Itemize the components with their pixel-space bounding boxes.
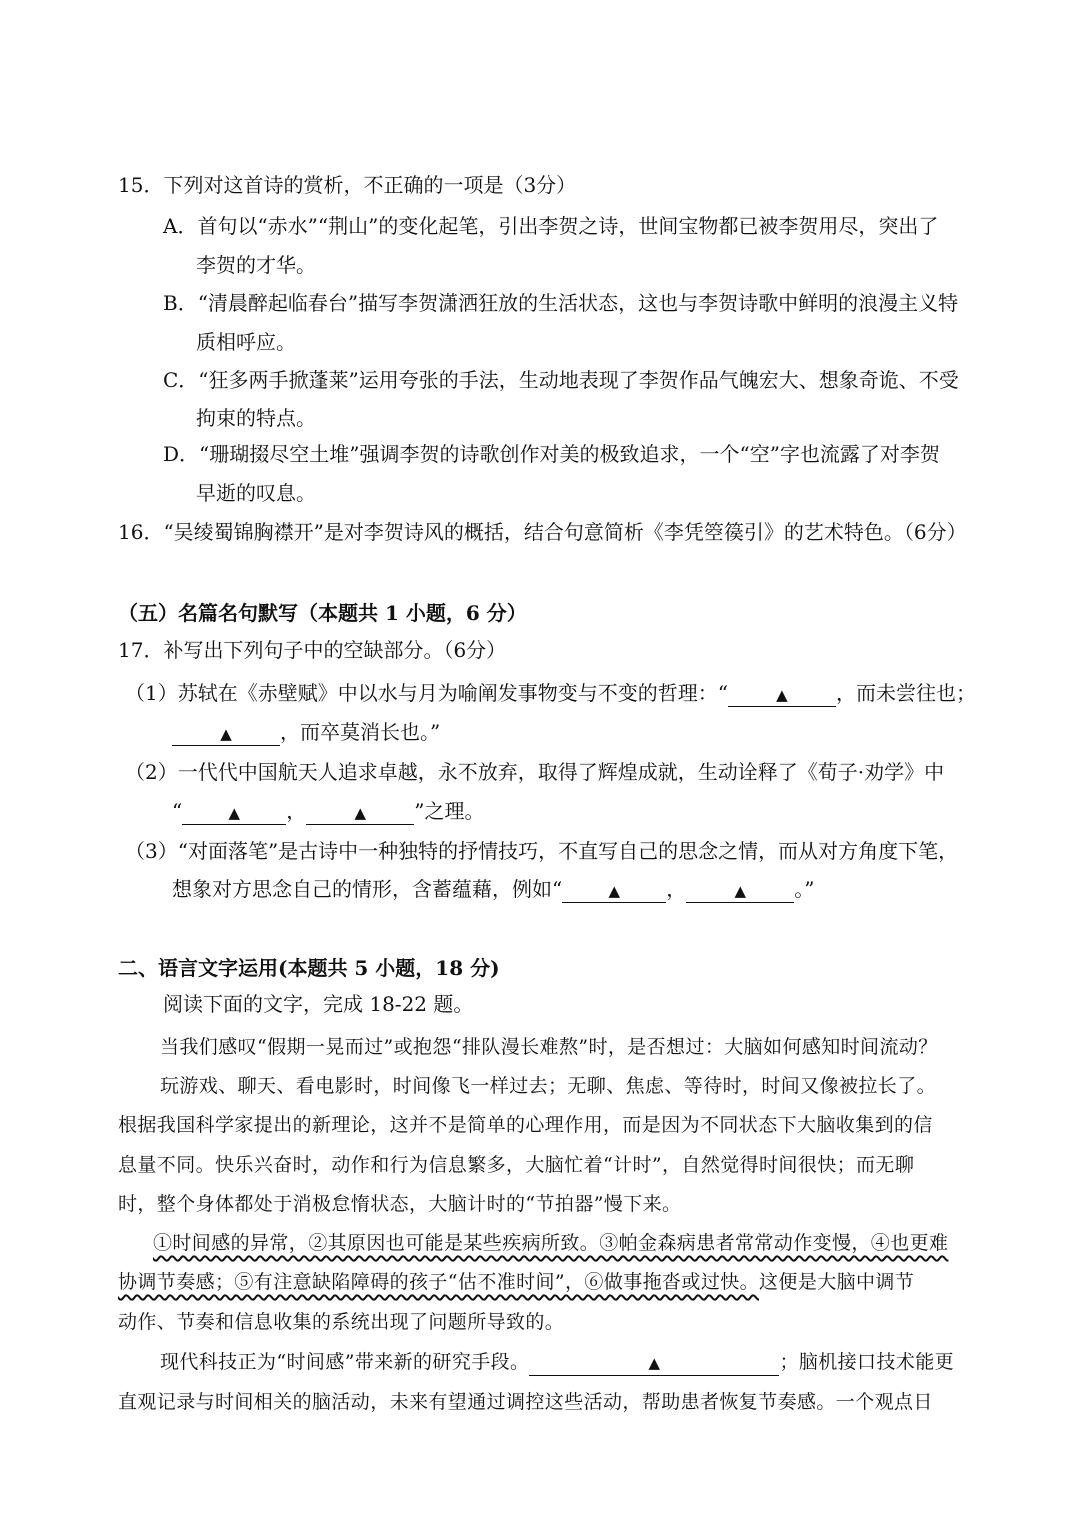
q15-option-d-line2: 早逝的叹息。	[196, 481, 316, 505]
blank-triangle-icon: ▲	[734, 882, 746, 900]
passage-p2-line2-tail: 这便是大脑中调节	[759, 1271, 915, 1293]
blank-triangle-icon: ▲	[776, 686, 788, 704]
passage-p2-line2	[118, 1269, 914, 1295]
q15-option-b-line1: B．“清晨醉起临春台”描写李贺潇洒狂放的生活状态，这也与李贺诗歌中鲜明的浪漫主义特	[163, 291, 959, 315]
q17-item2-open-quote: “	[172, 799, 183, 823]
q17-item3-prompt: 想象对方思念自己的情形，含蓄蕴藉，例如“	[172, 877, 563, 901]
passage-p1-line2: 玩游戏、聊天、看电影时，时间像飞一样过去；无聊、焦虑、等待时，时间又像被拉长了。	[160, 1075, 937, 1097]
q15-option-c-line2: 拘束的特点。	[196, 406, 316, 430]
q17-item1-line2	[172, 719, 440, 745]
passage-p3-suffix: ；脑机接口技术能更	[779, 1351, 955, 1373]
blank-triangle-icon: ▲	[648, 1354, 661, 1372]
passage-p1-line1: 当我们感叹“假期一晃而过”或抱怨“排队漫长难熬”时，是否想过：大脑如何感知时间流动？	[160, 1036, 938, 1058]
answer-blank[interactable]	[306, 802, 414, 825]
q17-item2-end: ”之理。	[414, 799, 485, 823]
answer-blank[interactable]	[182, 802, 286, 825]
q17-stem: 17．补写出下列句子中的空缺部分。（6分）	[118, 638, 507, 662]
passage-p3-prefix: 现代科技正为“时间感”带来新的研究手段。	[160, 1351, 530, 1373]
marked-sentence-segment: ①时间感的异常，②其原因也可能是某些疾病所致。③帕金森病患者常常动作变慢，④也更难	[153, 1232, 949, 1254]
part2-heading: 二、语言文字运用(本题共 5 小题，18 分)	[118, 956, 500, 980]
passage-p3-line1	[160, 1349, 954, 1375]
section5-heading: （五）名篇名句默写（本题共 1 小题，6 分）	[118, 601, 527, 625]
q15-option-b-line2: 质相呼应。	[196, 330, 296, 354]
blank-triangle-icon: ▲	[608, 882, 620, 900]
blank-triangle-icon: ▲	[220, 725, 232, 743]
passage-p1-line3: 根据我国科学家提出的新理论，这并不是简单的心理作用，而是因为不同状态下大脑收集到的信	[118, 1114, 933, 1136]
q17-item2-line2	[172, 798, 484, 824]
blank-triangle-icon: ▲	[228, 804, 240, 822]
q17-item1-end: ，而卒莫消长也。”	[280, 720, 441, 744]
q15-option-d-line1: D．“珊瑚掇尽空土堆”强调李贺的诗歌创作对美的极致追求，一个“空”字也流露了对李贺	[163, 442, 940, 466]
passage-p1-line4: 息量不同。快乐兴奋时，动作和行为信息繁多，大脑忙着“计时”，自然觉得时间很快；而无聊	[118, 1154, 915, 1176]
answer-blank[interactable]	[686, 880, 794, 903]
passage-p2-line1	[153, 1230, 948, 1256]
answer-blank[interactable]	[529, 1353, 779, 1376]
marked-sentence-segment: 协调节奏感；⑤有注意缺陷障碍的孩子“估不准时间”，⑥做事拖沓或过快。	[118, 1271, 760, 1293]
q16-stem: 16．“吴绫蜀锦胸襟开”是对李贺诗风的概括，结合句意简析《李凭箜篌引》的艺术特色。（6分）	[118, 520, 967, 544]
q17-item2-comma: ，	[286, 799, 307, 823]
answer-blank[interactable]	[562, 880, 666, 903]
q17-item1-line1	[125, 680, 976, 706]
q17-item1-mid: ，而未尝往也；	[835, 681, 976, 705]
q15-option-a-line2: 李贺的才华。	[196, 253, 316, 277]
answer-blank[interactable]	[728, 684, 836, 707]
passage-p3-line2: 直观记录与时间相关的脑活动，未来有望通过调控这些活动，帮助患者恢复节奏感。一个观点日	[118, 1391, 933, 1413]
part2-instruction: 阅读下面的文字，完成 18-22 题。	[163, 992, 474, 1016]
passage-p2-line3: 动作、节奏和信息收集的系统出现了问题所导致的。	[118, 1311, 565, 1333]
passage-p1-line5: 时，整个身体都处于消极怠惰状态，大脑计时的“节拍器”慢下来。	[118, 1193, 682, 1215]
answer-blank[interactable]	[172, 723, 280, 746]
q17-item1-prompt: （1）苏轼在《赤壁赋》中以水与月为喻阐发事物变与不变的哲理：“	[125, 681, 728, 705]
q17-item3-line1: （3）“对面落笔”是古诗中一种独特的抒情技巧，不直写自己的思念之情，而从对方角度下笔，	[125, 839, 959, 863]
q15-stem: 15．下列对这首诗的赏析，不正确的一项是（3分）	[118, 173, 577, 197]
q15-option-c-line1: C．“狂多两手掀蓬莱”运用夸张的手法，生动地表现了李贺作品气魄宏大、想象奇诡、不受	[163, 368, 959, 392]
blank-triangle-icon: ▲	[354, 804, 366, 822]
q17-item2-line1: （2）一代代中国航天人追求卓越，永不放弃，取得了辉煌成就，生动诠释了《荀子·劝学》中	[125, 760, 945, 784]
q17-item3-end: 。”	[794, 877, 815, 901]
q17-item3-comma: ，	[666, 877, 687, 901]
q17-item3-line2	[172, 876, 814, 902]
q15-option-a-line1: A．首句以“赤水”“荆山”的变化起笔，引出李贺之诗，世间宝物都已被李贺用尽，突出了	[163, 214, 939, 238]
